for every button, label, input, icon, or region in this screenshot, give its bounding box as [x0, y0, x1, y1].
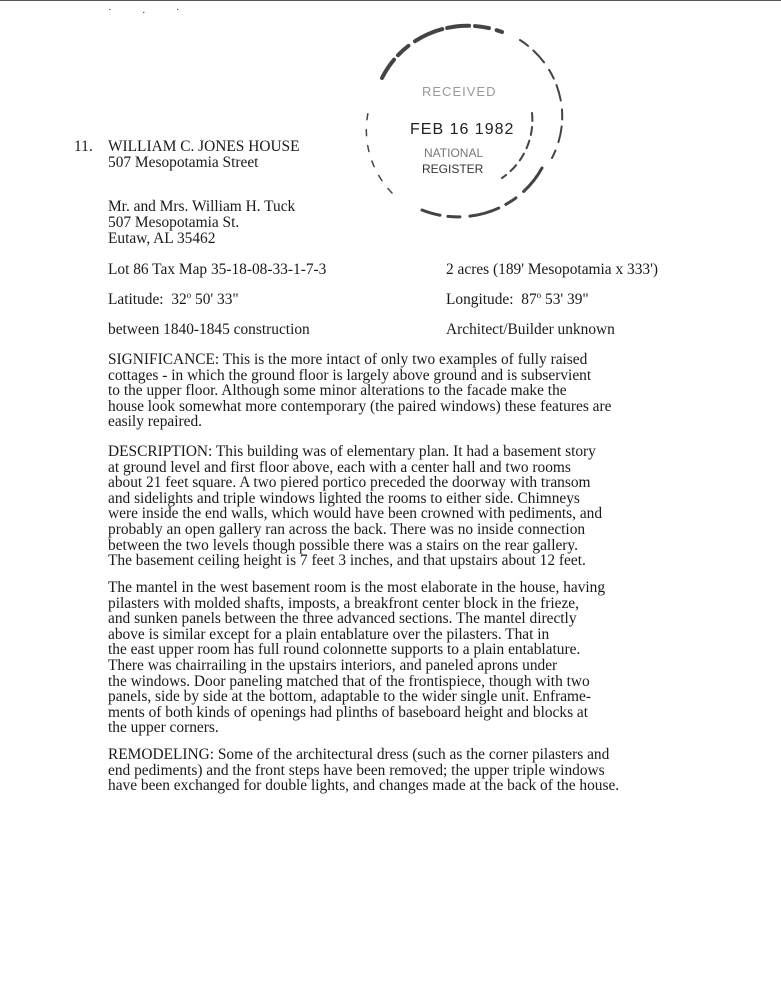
stamp-line-national: NATIONAL: [424, 146, 484, 160]
stamp-line-register: REGISTER: [422, 162, 484, 176]
longitude-label: Longitude:: [446, 291, 514, 308]
scan-edge-line: [0, 0, 781, 1]
stamp-date: FEB 16 1982: [410, 121, 515, 138]
significance-paragraph: SIGNIFICANCE: This is the more intact of only two examples of fully raised cottages - in which the ground floor is largely above ground and is subservient to the upper floor. Although some minor alterations to the facade make the house look somewhat more contemporary (the paired windows) these features are easily repaired.: [108, 351, 612, 431]
entry-number: 11.: [74, 138, 93, 155]
remodeling-paragraph: REMODELING: Some of the architectural dress (such as the corner pilasters and end pediments) and the front steps have been removed; the upper triple windows have been exchanged for double lights, and changes made at the back of the house.: [108, 746, 620, 795]
longitude-degrees: 87: [521, 291, 537, 308]
degree-symbol: o: [536, 290, 542, 300]
owner-name: Mr. and Mrs. William H. Tuck: [108, 198, 296, 215]
stamp-received: RECEIVED: [422, 84, 497, 99]
latitude: [108, 292, 239, 308]
property-title: WILLIAM C. JONES HOUSE: [108, 138, 300, 155]
degree-symbol: o: [186, 290, 192, 300]
owner-address-line1: 507 Mesopotamia St.: [108, 214, 240, 231]
longitude-minutes-seconds: 53' 39": [545, 291, 589, 308]
acreage: 2 acres (189' Mesopotamia x 333'): [446, 261, 658, 278]
received-stamp: [352, 18, 566, 224]
property-street: 507 Mesopotamia Street: [108, 154, 259, 171]
owner-address-line2: Eutaw, AL 35462: [108, 230, 216, 247]
latitude-degrees: 32: [171, 291, 187, 308]
latitude-minutes-seconds: 50' 33": [195, 291, 239, 308]
scan-specks: · . ·: [108, 4, 194, 16]
description-paragraph: DESCRIPTION: This building was of elementary plan. It had a basement story at ground level and first floor above, each with a center hall and two rooms about 21 feet square. A two piered portico preceded the doorway with transom and sidelights and triple windows lighted the rooms to either side. Chimneys were inside the end walls, which would have been crowned with pediments, and probably an open gallery ran across the back. There was no inside connection between the two levels though possible there was a stairs on the rear gallery. The basement ceiling height is 7 feet 3 inches, and that upstairs about 12 feet.: [108, 443, 603, 570]
lot-tax-map: Lot 86 Tax Map 35-18-08-33-1-7-3: [108, 261, 327, 278]
architect-builder: Architect/Builder unknown: [446, 321, 615, 338]
construction-date: between 1840-1845 construction: [108, 321, 310, 338]
latitude-label: Latitude:: [108, 291, 164, 308]
mantel-paragraph: The mantel in the west basement room is the most elaborate in the house, having pilasters with molded shafts, imposts, a breakfront center block in the frieze, and sunken panels between the three advanced sections. The mantel directly above is similar except for a plain entablature over the pilasters. That in the east upper room has full round colonnette supports to a plain entablature. There was chairrailing in the upstairs interiors, and paneled aprons under the windows. Door paneling matched that of the frontispiece, though with two panels, side by side at the bottom, adaptable to the wider single unit. Enframe- ments of both kinds of openings had plinths of baseboard height and blocks at the upper corners.: [108, 579, 606, 737]
longitude: [446, 292, 589, 308]
